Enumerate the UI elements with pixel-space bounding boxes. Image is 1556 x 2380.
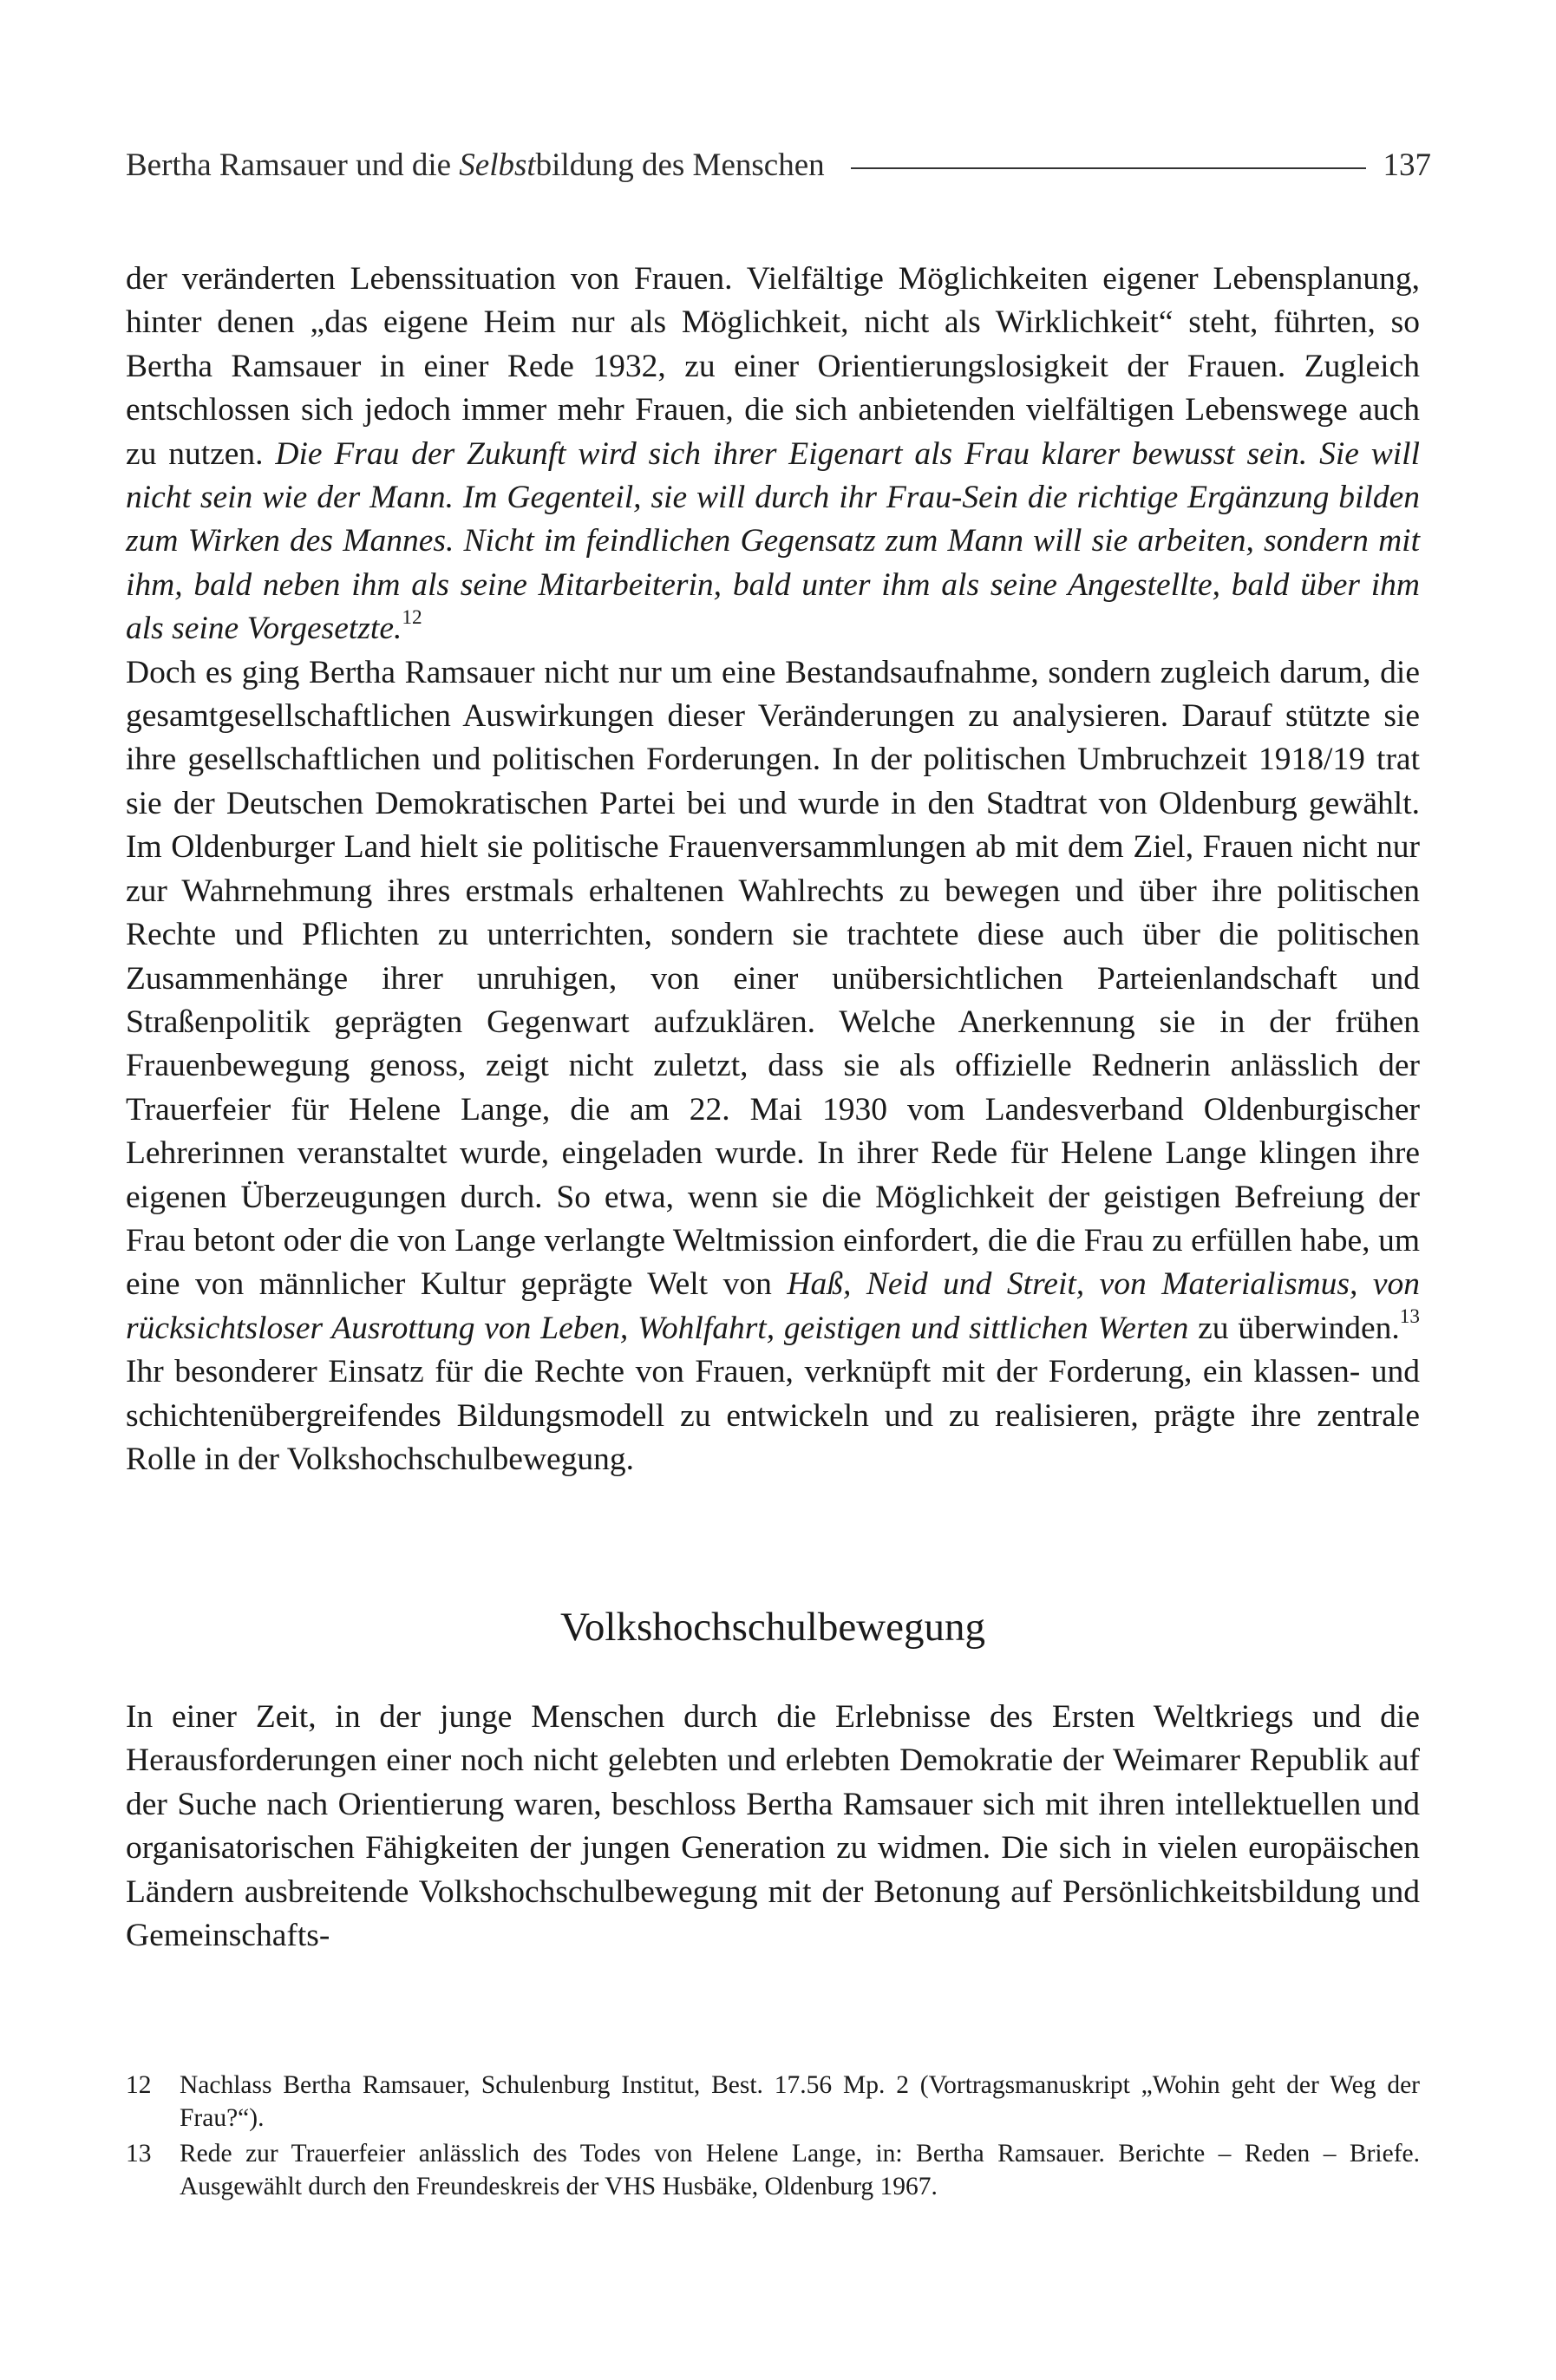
paragraph-3: In einer Zeit, in der junge Menschen durch die Erlebnisse des Ersten Weltkriegs und die Herausforderungen einer noch nicht gelebten und erlebten Demokratie der Weimarer Republik auf der Suche nach Orientierung waren, beschloss Bertha Ramsauer sich mit ihren intellektuellen und organisatorischen Fähigkeiten der jungen Generation zu widmen. Die sich in vielen europäischen Ländern ausbreitende Volkshochschulbewegung mit der Betonung auf Persönlichkeitsbildung und Gemeinschafts- — [126, 1699, 1420, 1954]
paragraph-2: Doch es ging Bertha Ramsauer nicht nur um eine Bestandsaufnahme, sondern zugleich darum, die gesamtgesellschaftlichen Auswirkungen dieser Veränderungen zu analysieren. Darauf stützte sie ihre gesellschaftlichen und politischen Forderungen. In der politischen Umbruchzeit 1918/19 trat sie der Deutschen Demokratischen Partei bei und wurde in den Stadtrat von Oldenburg gewählt. Im Oldenburger Land hielt sie politische Frauenversammlungen ab mit dem Ziel, Frauen nicht nur zur Wahrnehmung ihres erstmals erhaltenen Wahlrechts zu bewegen und über ihre politischen Rechte und Pflichten zu unterrichten, sondern sie trachtete diese auch über die politischen Zusammenhänge ihrer unruhigen, von einer unübersichtlichen Parteienlandschaft und Straßenpolitik geprägten Gegenwart aufzuklären. Welche Anerkennung sie in der frühen Frauenbewegung genoss, zeigt nicht zuletzt, dass sie als offizielle Rednerin anlässlich der Trauerfeier für Helene Lange, die am 22. Mai 1930 vom Landesverband Oldenburgischer Lehrerinnen veranstaltet wurde, eingeladen wurde. In ihrer Rede für Helene Lange klingen ihre eigenen Überzeugungen durch. So etwa, wenn sie die Möglichkeit der geistigen Befreiung der Frau betont oder die von Lange verlangte Weltmission einfordert, die die Frau zu erfüllen habe, um eine von männlicher Kultur geprägte Welt von Haß, Neid und Streit, von Materialismus, von rücksichtsloser Ausrottung von Leben, Wohlfahrt, geistigen und sittlichen Werten zu überwinden.$^{13}$ Ihr besonderer Einsatz für die Rechte von Frauen, verknüpft mit der Forderung, ein klassen- und schichtenübergreifendes Bildungsmodell zu entwickeln und zu realisieren, prägte ihre zentrale Rolle in der Volkshochschulbewegung. — [126, 654, 1421, 1477]
footnote-ref-13: 13 — [1399, 1305, 1421, 1329]
running-header-title: Bertha Ramsauer und die Selbstbildung des Menschen — [126, 147, 825, 183]
footnote-12 — [126, 2069, 1420, 2135]
body-text-upper — [126, 258, 1420, 1481]
quotation-1: Die Frau der Zukunft wird sich ihrer Eigenart als Frau klarer bewusst sein. Sie will nicht sein wie der Mann. Im Gegenteil, sie will durch ihr Frau-Sein die richtige Ergänzung bilden zum Wirken des Mannes. Nicht im feindlichen Gegensatz zum Mann will sie arbeiten, sondern mit ihm, bald neben ihm als seine Mitarbeiterin, bald unter ihm als seine Angestellte, bald über ihm als seine Vorgesetzte. — [126, 435, 1420, 647]
paragraph-1: der veränderten Lebenssituation von Frauen. Vielfältige Möglichkeiten eigener Lebensplanung, hinter denen „das eigene Heim nur als Möglichkeit, nicht als Wirklichkeit“ steht, führten, so Bertha Ramsauer in einer Rede 1932, zu einer Orientierungslosigkeit der Frauen. Zugleich entschlossen sich jedoch immer mehr Frauen, die sich anbietenden vielfältigen Lebenswege auch zu nutzen. Die Frau der Zukunft wird sich ihrer Eigenart als Frau klarer bewusst sein. Sie will nicht sein wie der Mann. Im Gegenteil, sie will durch ihr Frau-Sein die richtige Ergänzung bilden zum Wirken des Mannes. Nicht im feindlichen Gegensatz zum Mann will sie arbeiten, sondern mit ihm, bald neben ihm als seine Mitarbeiterin, bald unter ihm als seine Angestellte, bald über ihm als seine Vorgesetzte.$^{12}$ — [126, 261, 1420, 647]
footnote-text: Nachlass Bertha Ramsauer, Schulenburg Institut, Best. 17.56 Mp. 2 (Vortragsmanuskript „Wohin geht der Weg der Frau?“). — [180, 2071, 1420, 2132]
footnotes — [126, 2069, 1420, 2206]
footnote-13 — [126, 2137, 1420, 2203]
footnote-number: 12 — [126, 2071, 152, 2099]
footnote-ref-12: 12 — [402, 605, 422, 629]
quotation-2: Haß, Neid und Streit, von Materialismus, von rücksichtsloser Ausrottung von Leben, Wohlfahrt, geistigen und sittlichen Werten — [126, 1266, 1421, 1346]
footnote-number: 13 — [126, 2140, 152, 2168]
body-text-lower — [126, 1696, 1420, 1958]
running-header — [126, 139, 1431, 191]
header-rule — [851, 167, 1366, 169]
footnote-text: Rede zur Trauerfeier anlässlich des Todes von Helene Lange, in: Bertha Ramsauer. Berichte – Reden – Briefe. Ausgewählt durch den Freundeskreis der VHS Husbäke, Oldenburg 1967. — [180, 2140, 1420, 2200]
page-number: 137 — [1383, 147, 1431, 183]
section-heading: Volkshochschulbewegung — [560, 1605, 985, 1650]
